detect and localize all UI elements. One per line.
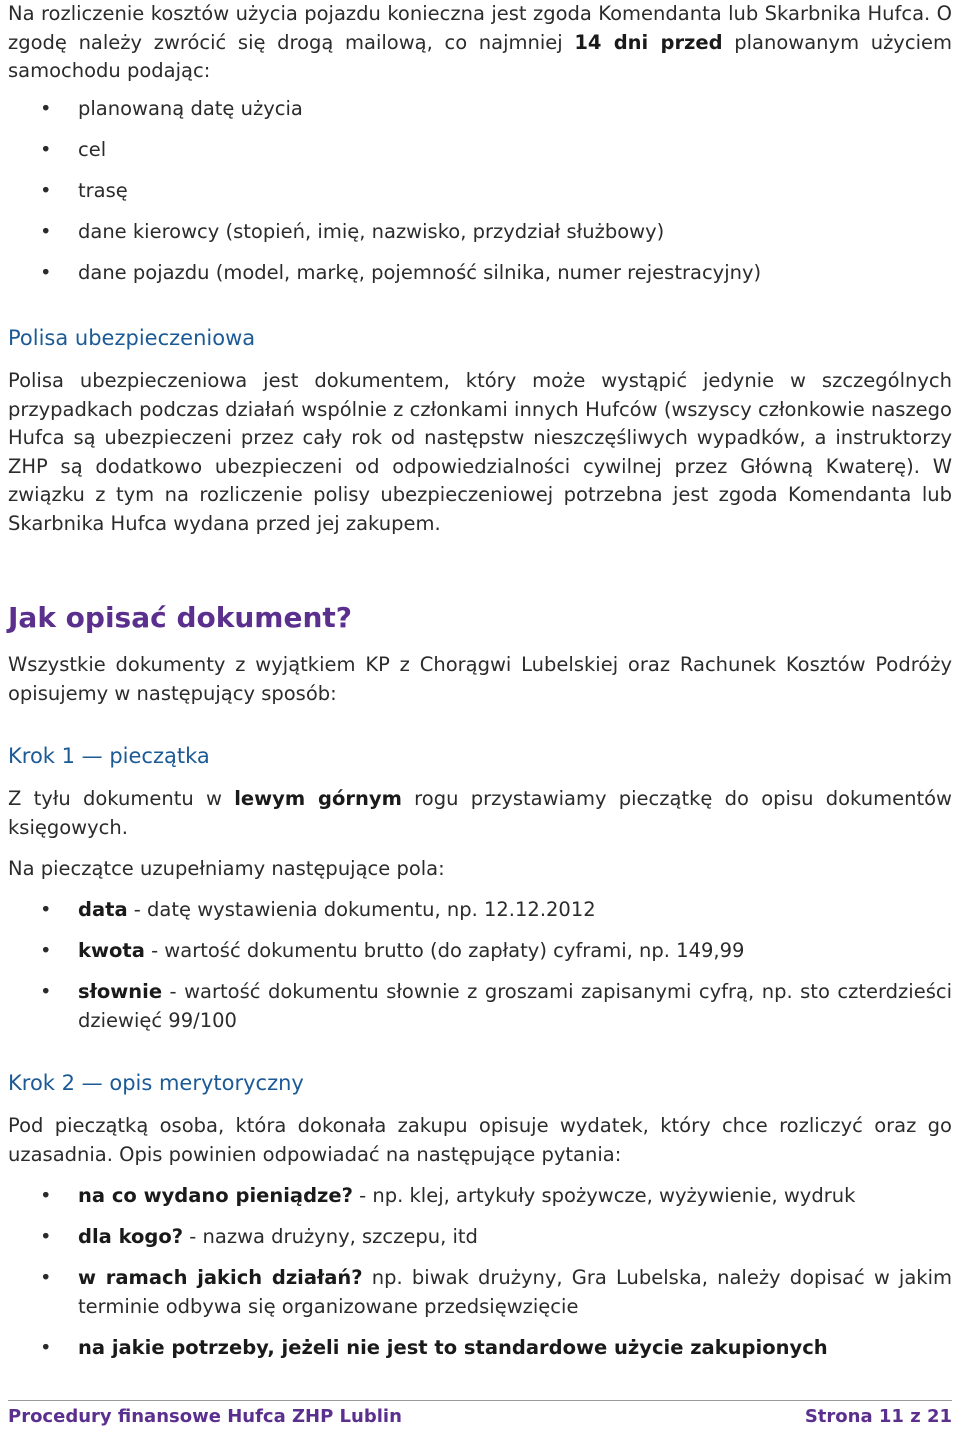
intro-bold: 14 dni przed [574,30,723,54]
list-item [0,1333,960,1362]
field-desc: - wartość dokumentu brutto (do zapłaty) cyframi, np. 149,99 [144,939,745,962]
footer-divider [8,1400,952,1401]
describe-heading: Jak opisać dokument? [8,601,353,634]
bullet-icon: • [40,1336,52,1359]
describe-paragraph: Wszystkie dokumenty z wyjątkiem KP z Chorągwi Lubelskiej oraz Rachunek Kosztów Podróży opisujemy w następujący sposób: [8,653,952,705]
list-item [0,176,960,205]
field-term: słownie [78,980,163,1003]
footer-title: Procedury finansowe Hufca ZHP Lublin [8,1406,402,1427]
question-desc: - np. klej, artykuły spożywcze, wyżywienie, wydruk [352,1184,856,1207]
list-item [0,977,960,1035]
intro-text-b: planowanym użyciem samochodu podając: [8,30,952,82]
field-desc: - wartość dokumentu słownie z groszami zapisanymi cyfrą, np. sto czterdzieści dziewięć 99/100 [78,980,952,1032]
list-item [0,936,960,965]
step1-paragraph [8,785,952,842]
question-desc: - nazwa drużyny, szczepu, itd [183,1225,478,1248]
step2-paragraph: Pod pieczątką osoba, która dokonała zakupu opisuje wydatek, który chce rozliczyć oraz go uzasadnia. Opis powinien odpowiadać na następujące pytania: [8,1114,952,1166]
step1-bold: lewym górnym [234,787,402,810]
list-item-text: trasę [78,179,128,202]
page-number: Strona 11 z 21 [804,1406,952,1427]
list-item-text: dane pojazdu (model, markę, pojemność silnika, numer rejestracyjny) [78,261,762,284]
bullet-icon: • [40,138,52,161]
list-item-text: planowaną datę użycia [78,97,303,120]
bullet-icon: • [40,1184,52,1207]
field-term: kwota [78,939,145,962]
stamp-fields-list [0,895,960,1035]
list-item [0,1181,960,1210]
bullet-icon: • [40,980,52,1003]
list-item [0,1263,960,1321]
bullet-icon: • [40,1225,52,1248]
list-item [0,94,960,123]
step1-fields-intro: Na pieczątce uzupełniamy następujące pola: [8,857,445,880]
bullet-icon: • [40,939,52,962]
bullet-icon: • [40,97,52,120]
step2-heading: Krok 2 — opis merytoryczny [8,1071,304,1095]
bullet-icon: • [40,1266,52,1289]
intro-paragraph [8,0,952,86]
insurance-heading: Polisa ubezpieczeniowa [8,326,256,350]
list-item [0,895,960,924]
list-item [0,217,960,246]
question-term: na co wydano pieniądze? [78,1184,353,1207]
bullet-icon: • [40,220,52,243]
step1-heading: Krok 1 — pieczątka [8,744,210,768]
question-desc: np. biwak drużyny, Gra Lubelska, należy dopisać w jakim terminie odbywa się organizowane przedsięwzięcie [78,1266,952,1318]
list-item-text: dane kierowcy (stopień, imię, nazwisko, przydział służbowy) [78,220,665,243]
bullet-icon: • [40,179,52,202]
questions-list [0,1181,960,1362]
step1-text-a: Z tyłu dokumentu w [8,787,235,810]
list-item [0,135,960,164]
intro-text-a: Na rozliczenie kosztów użycia pojazdu konieczna jest zgoda Komendanta lub Skarbnika Hufca. O zgodę należy zwrócić się drogą mailową, co najmniej [8,2,952,54]
question-term: na jakie potrzeby, jeżeli nie jest to standardowe użycie zakupionych [78,1336,828,1359]
field-term: data [78,898,128,921]
vehicle-info-list [0,94,960,287]
list-item [0,258,960,287]
bullet-icon: • [40,261,52,284]
bullet-icon: • [40,898,52,921]
step1-text-b: rogu przystawiamy pieczątkę do opisu dokumentów księgowych. [8,787,952,839]
insurance-paragraph: Polisa ubezpieczeniowa jest dokumentem, który może wystąpić jedynie w szczególnych przypadkach podczas działań wspólnie z członkami innych Hufców (wszyscy członkowie naszego Hufca są ubezpieczeni przez cały rok od następstw nieszczęśliwych wypadków, a instruktorzy ZHP są dodatkowo ubezpieczeni od odpowiedzialności cywilnej przez Główną Kwaterę). W związku z tym na rozliczenie polisy ubezpieczeniowej potrzebna jest zgoda Komendanta lub Skarbnika Hufca wydana przed jej zakupem. [8,369,952,535]
field-desc: - datę wystawienia dokumentu, np. 12.12.2012 [127,898,596,921]
list-item [0,1222,960,1251]
question-term: w ramach jakich działań? [78,1266,363,1289]
list-item-text: cel [78,138,107,161]
question-term: dla kogo? [78,1225,184,1248]
